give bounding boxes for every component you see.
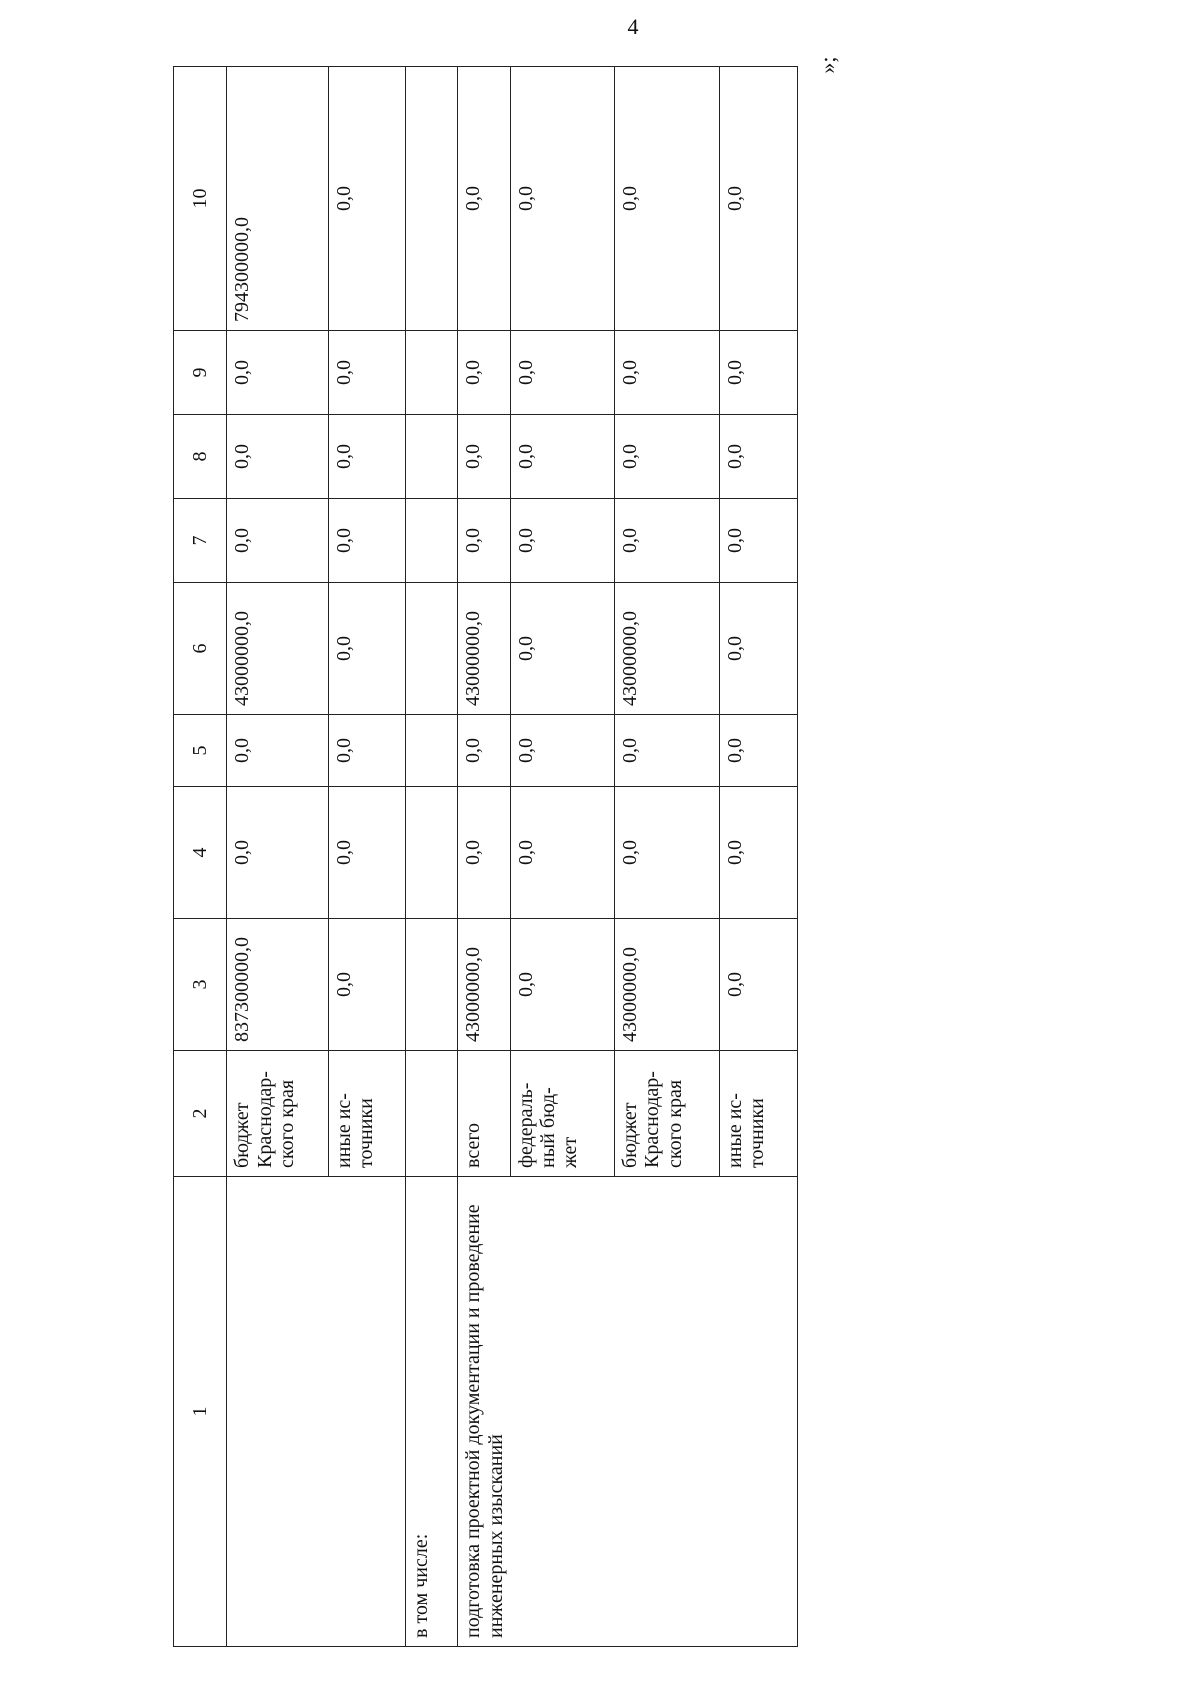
value-cell: 0,0 xyxy=(615,715,720,787)
table-row xyxy=(227,67,328,1647)
value-cell: 0,0 xyxy=(510,415,615,499)
empty-cell xyxy=(406,67,458,331)
value-cell: 0,0 xyxy=(719,583,797,715)
value-cell: 0,0 xyxy=(615,415,720,499)
budget-table xyxy=(173,66,798,1647)
budget-table-rotated xyxy=(173,67,798,1647)
empty-cell xyxy=(406,919,458,1051)
row-label-cell: в том числе: xyxy=(406,1177,458,1647)
value-cell: 0,0 xyxy=(719,787,797,919)
column-header: 1 xyxy=(174,1177,227,1647)
value-cell: 0,0 xyxy=(328,919,405,1051)
funding-source-cell: бюджет Краснодар-ского края xyxy=(615,1051,720,1177)
value-cell: 0,0 xyxy=(510,715,615,787)
value-cell: 0,0 xyxy=(458,499,510,583)
value-cell: 837300000,0 xyxy=(227,919,328,1051)
page-number: 4 xyxy=(627,14,639,39)
table-row xyxy=(458,67,510,1647)
value-cell: 0,0 xyxy=(227,787,328,919)
column-header: 10 xyxy=(174,67,227,331)
value-cell: 0,0 xyxy=(719,415,797,499)
funding-source-cell: федераль-ный бюд-жет xyxy=(510,1051,615,1177)
value-cell: 0,0 xyxy=(615,67,720,331)
value-cell: 0,0 xyxy=(227,331,328,415)
value-cell: 0,0 xyxy=(328,67,405,331)
value-cell: 43000000,0 xyxy=(227,583,328,715)
row-label-cell xyxy=(227,1177,406,1647)
column-header: 5 xyxy=(174,715,227,787)
column-header: 4 xyxy=(174,787,227,919)
value-cell: 43000000,0 xyxy=(615,919,720,1051)
value-cell: 43000000,0 xyxy=(615,583,720,715)
value-cell: 0,0 xyxy=(615,331,720,415)
value-cell: 0,0 xyxy=(719,331,797,415)
column-header: 6 xyxy=(174,583,227,715)
value-cell: 0,0 xyxy=(328,415,405,499)
value-cell: 0,0 xyxy=(227,415,328,499)
value-cell: 0,0 xyxy=(510,583,615,715)
value-cell: 0,0 xyxy=(510,919,615,1051)
value-cell: 0,0 xyxy=(458,331,510,415)
value-cell: 0,0 xyxy=(719,499,797,583)
column-header: 3 xyxy=(174,919,227,1051)
empty-cell xyxy=(406,787,458,919)
value-cell: 0,0 xyxy=(615,499,720,583)
funding-source-cell: всего xyxy=(458,1051,510,1177)
value-cell: 0,0 xyxy=(328,715,405,787)
value-cell: 0,0 xyxy=(510,787,615,919)
value-cell: 0,0 xyxy=(227,715,328,787)
value-cell: 794300000,0 xyxy=(227,67,328,331)
column-header: 7 xyxy=(174,499,227,583)
value-cell: 0,0 xyxy=(458,715,510,787)
value-cell: 0,0 xyxy=(328,787,405,919)
empty-cell xyxy=(406,1051,458,1177)
column-number-row xyxy=(174,67,227,1647)
value-cell: 0,0 xyxy=(458,415,510,499)
value-cell: 0,0 xyxy=(719,67,797,331)
closing-quote-mark: »; xyxy=(815,56,840,74)
value-cell: 0,0 xyxy=(719,919,797,1051)
value-cell: 0,0 xyxy=(328,331,405,415)
row-label-cell: подготовка проектной документации и проведение инженерных изысканий xyxy=(458,1177,798,1647)
value-cell: 43000000,0 xyxy=(458,919,510,1051)
column-header: 9 xyxy=(174,331,227,415)
value-cell: 0,0 xyxy=(510,331,615,415)
column-header: 2 xyxy=(174,1051,227,1177)
value-cell: 0,0 xyxy=(510,67,615,331)
empty-cell xyxy=(406,583,458,715)
empty-cell xyxy=(406,415,458,499)
empty-cell xyxy=(406,331,458,415)
value-cell: 0,0 xyxy=(719,715,797,787)
value-cell: 0,0 xyxy=(328,499,405,583)
empty-cell xyxy=(406,715,458,787)
value-cell: 0,0 xyxy=(615,787,720,919)
column-header: 8 xyxy=(174,415,227,499)
value-cell: 0,0 xyxy=(458,787,510,919)
value-cell: 0,0 xyxy=(328,583,405,715)
funding-source-cell: иные ис-точники xyxy=(719,1051,797,1177)
value-cell: 0,0 xyxy=(510,499,615,583)
value-cell: 0,0 xyxy=(227,499,328,583)
table-row xyxy=(406,67,458,1647)
value-cell: 43000000,0 xyxy=(458,583,510,715)
funding-source-cell: бюджет Краснодар-ского края xyxy=(227,1051,328,1177)
funding-source-cell: иные ис-точники xyxy=(328,1051,405,1177)
value-cell: 0,0 xyxy=(458,67,510,331)
empty-cell xyxy=(406,499,458,583)
